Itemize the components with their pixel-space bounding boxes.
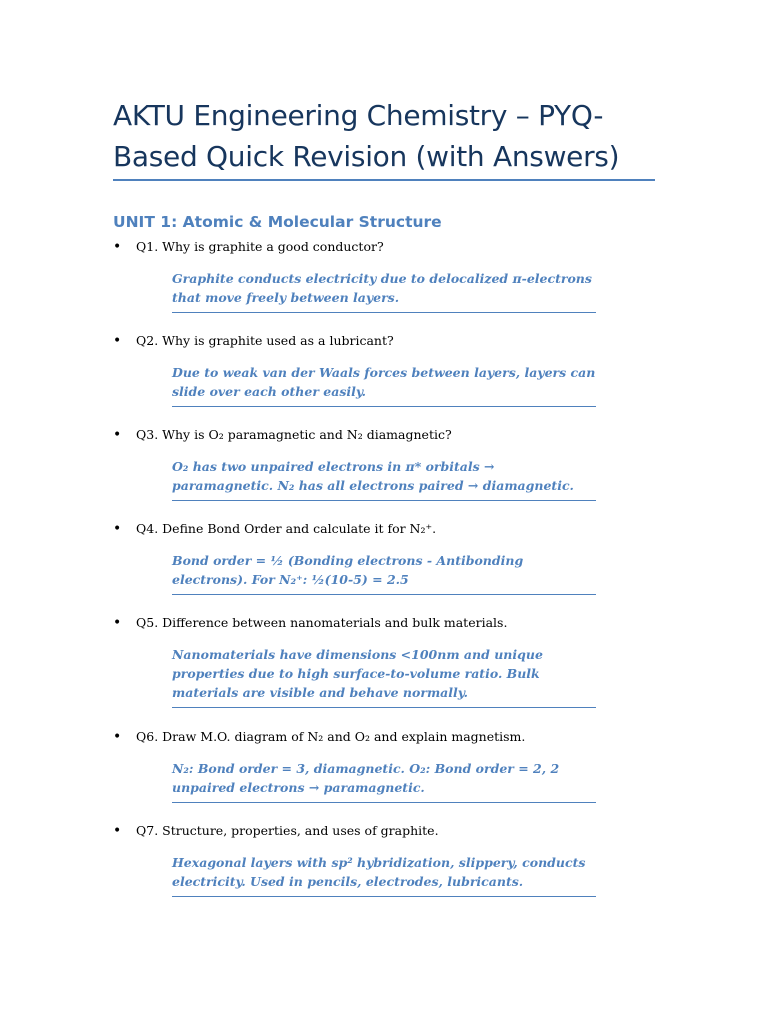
qa-item-4	[113, 520, 613, 595]
question-5	[113, 614, 613, 632]
question-text: Q7. Structure, properties, and uses of graphite.	[136, 823, 439, 838]
bullet-icon: •	[113, 239, 122, 255]
qa-item-7	[113, 822, 613, 897]
question-3	[113, 426, 613, 444]
question-6	[113, 728, 613, 746]
answer-1: Graphite conducts electricity due to delocalized π-electrons that move freely between layers.	[172, 269, 596, 313]
bullet-icon: •	[113, 615, 122, 631]
unit-heading: UNIT 1: Atomic & Molecular Structure	[113, 213, 442, 231]
answer-7: Hexagonal layers with sp² hybridization, slippery, conducts electricity. Used in pencils, electrodes, lubricants.	[172, 853, 596, 897]
question-text: Q5. Difference between nanomaterials and bulk materials.	[136, 615, 508, 630]
question-text: Q4. Define Bond Order and calculate it for N₂⁺.	[136, 521, 437, 536]
qa-item-5	[113, 614, 613, 708]
question-2	[113, 332, 613, 350]
question-1	[113, 238, 613, 256]
answer-2: Due to weak van der Waals forces between layers, layers can slide over each other easily.	[172, 363, 596, 407]
qa-item-2	[113, 332, 613, 407]
qa-item-1	[113, 238, 613, 313]
answer-3: O₂ has two unpaired electrons in π* orbitals → paramagnetic. N₂ has all electrons paired → diamagnetic.	[172, 457, 596, 501]
bullet-icon: •	[113, 823, 122, 839]
qa-item-3	[113, 426, 613, 501]
question-text: Q1. Why is graphite a good conductor?	[136, 239, 384, 254]
qa-item-6	[113, 728, 613, 803]
bullet-icon: •	[113, 729, 122, 745]
question-text: Q2. Why is graphite used as a lubricant?	[136, 333, 394, 348]
answer-5: Nanomaterials have dimensions <100nm and unique properties due to high surface-to-volume ratio. Bulk materials are visible and behave normally.	[172, 645, 596, 708]
title-underline	[113, 179, 655, 181]
answer-4: Bond order = ½ (Bonding electrons - Antibonding electrons). For N₂⁺: ½(10-5) = 2.5	[172, 551, 596, 595]
bullet-icon: •	[113, 427, 122, 443]
bullet-icon: •	[113, 521, 122, 537]
document-title: AKTU Engineering Chemistry – PYQ-Based Quick Revision (with Answers)	[113, 99, 620, 173]
question-7	[113, 822, 613, 840]
question-text: Q3. Why is O₂ paramagnetic and N₂ diamagnetic?	[136, 427, 452, 442]
question-4	[113, 520, 613, 538]
bullet-icon: •	[113, 333, 122, 349]
answer-6: N₂: Bond order = 3, diamagnetic. O₂: Bond order = 2, 2 unpaired electrons → paramagnetic.	[172, 759, 596, 803]
question-text: Q6. Draw M.O. diagram of N₂ and O₂ and explain magnetism.	[136, 729, 526, 744]
